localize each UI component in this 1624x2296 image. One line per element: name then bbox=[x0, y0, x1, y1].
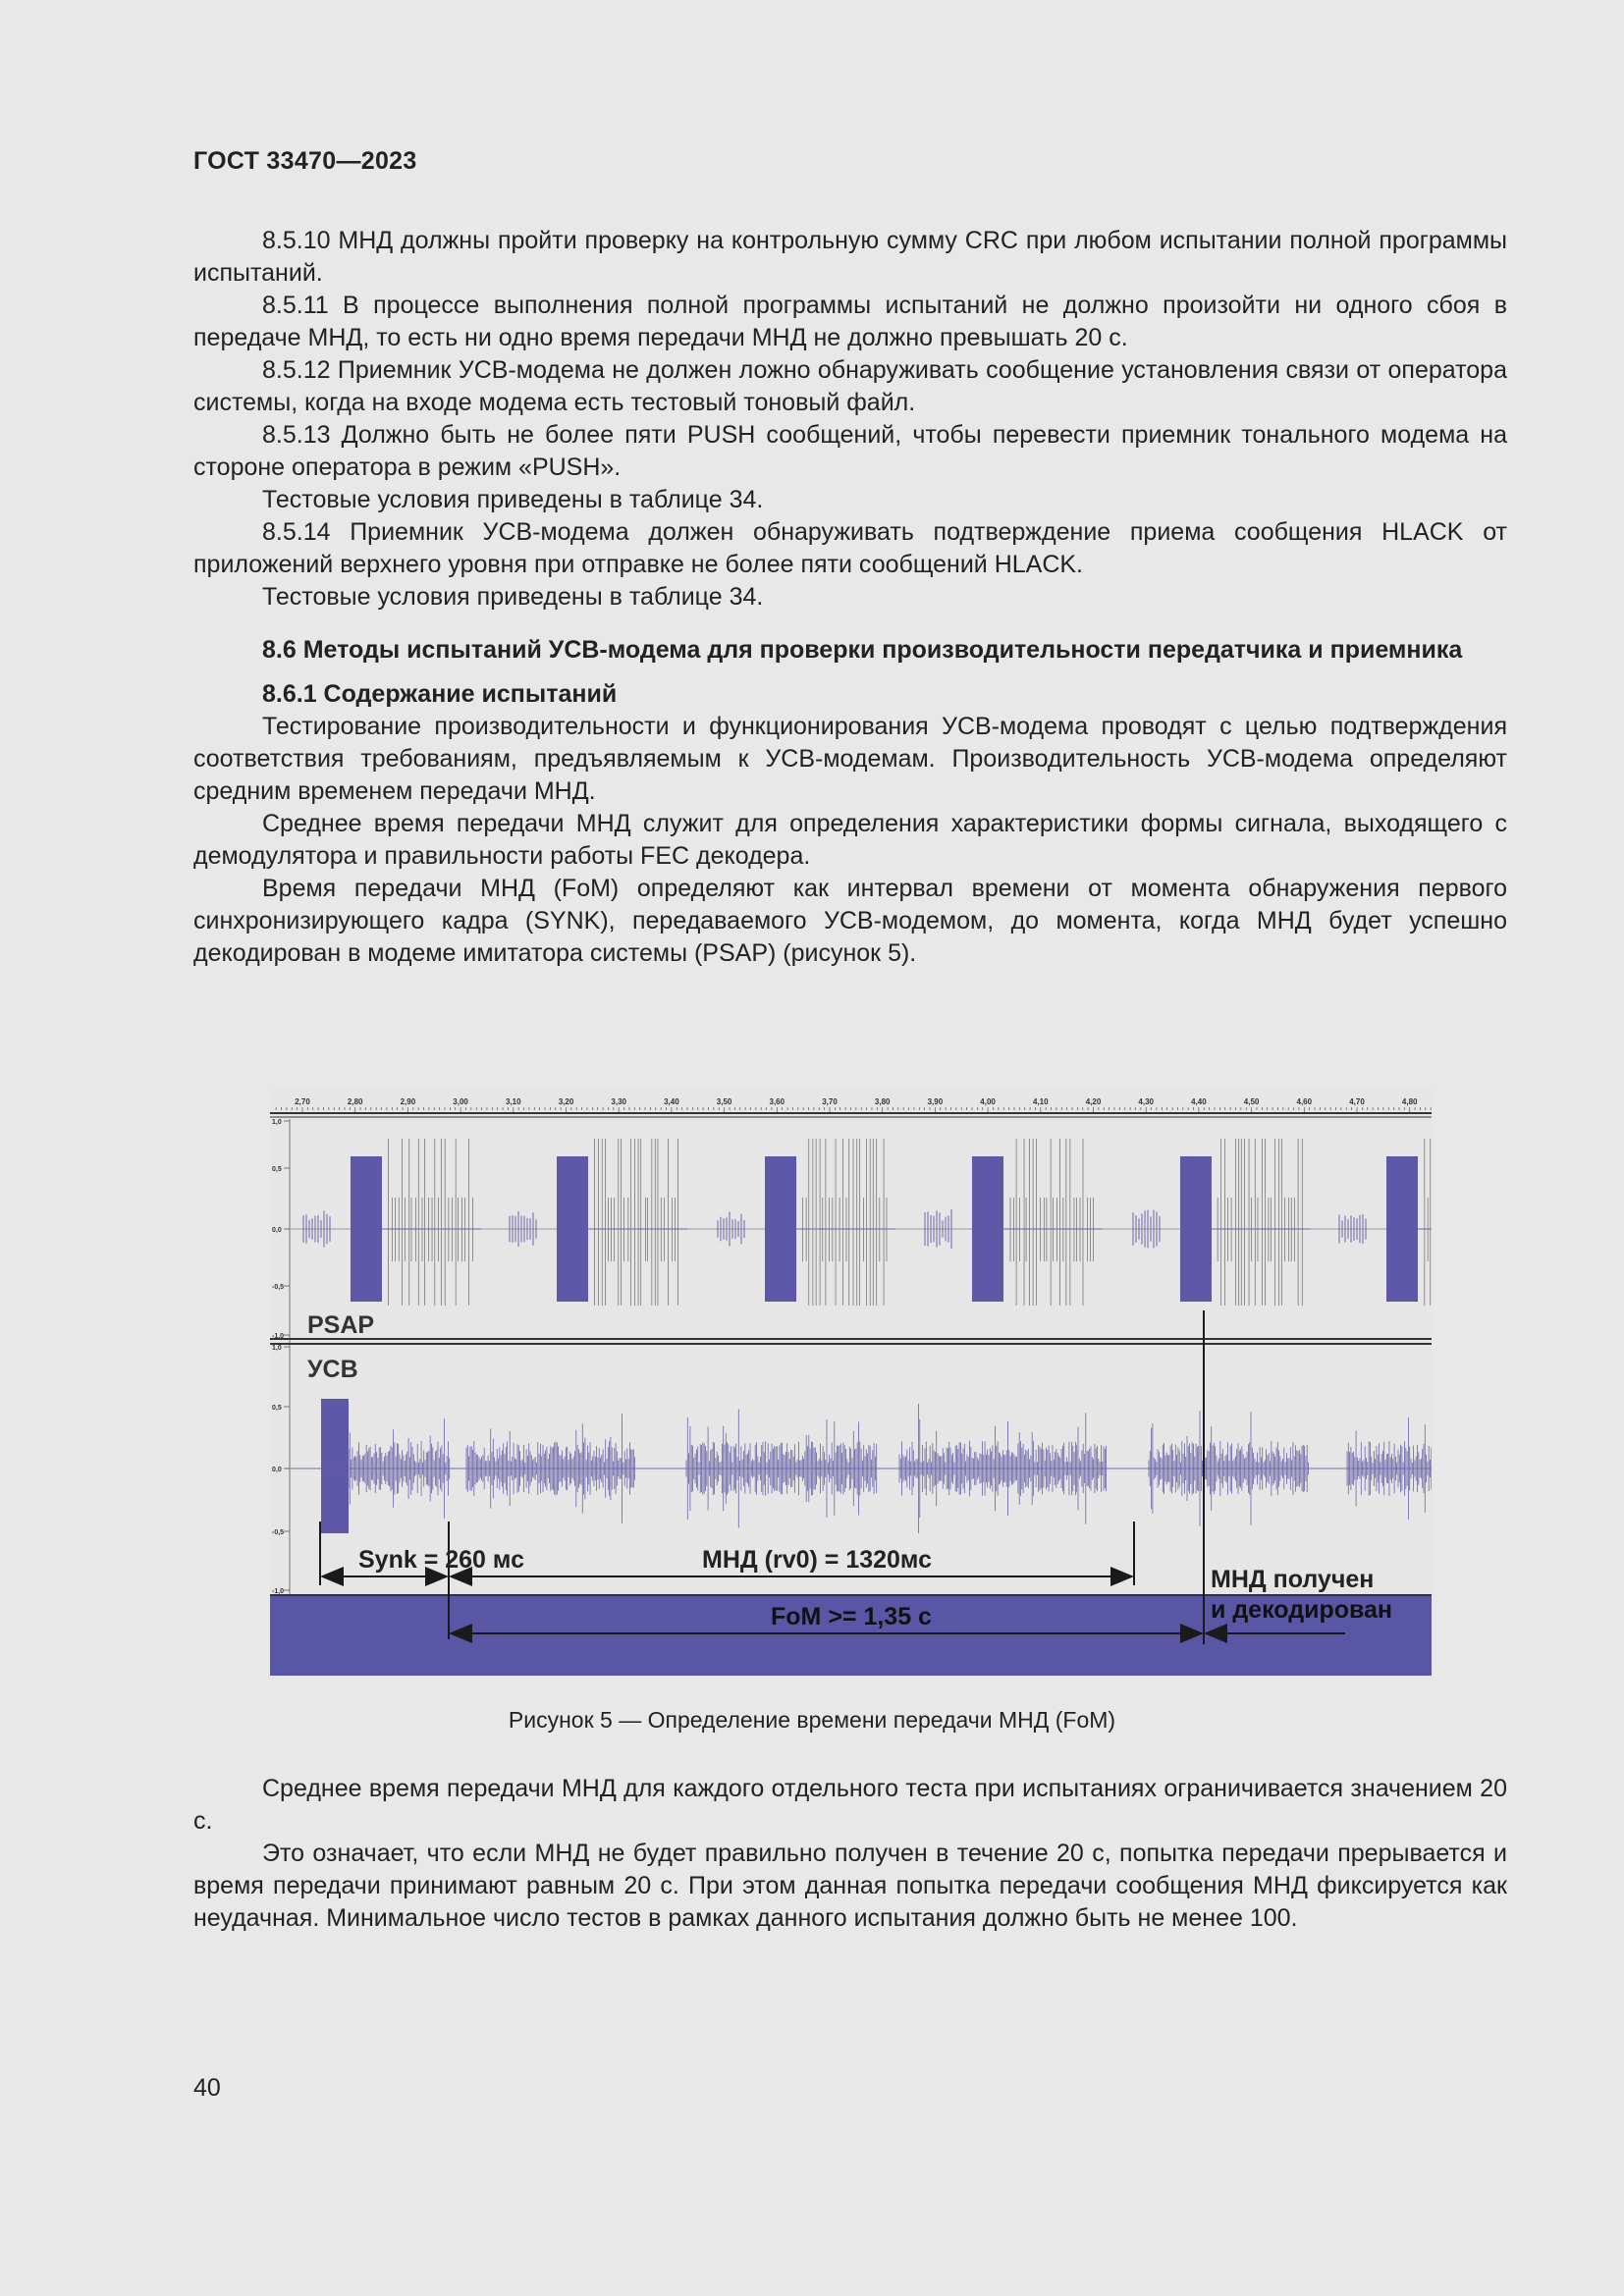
paragraph-8-5-11: 8.5.11 В процессе выполнения полной программы испытаний не должно произойти ни одного сбоя в передаче МНД, то есть ни одно время передачи МНД не должно превышать 20 с. bbox=[193, 292, 1507, 351]
received-label-line2: и декодирован bbox=[1211, 1596, 1393, 1624]
received-label-line1: МНД получен bbox=[1211, 1566, 1375, 1593]
time-tick-label: 3,10 bbox=[506, 1097, 521, 1106]
paragraph-test-conditions-1: Тестовые условия приведены в таблице 34. bbox=[262, 486, 764, 513]
time-tick-label: 4,30 bbox=[1138, 1097, 1154, 1106]
psap-burst-block bbox=[765, 1156, 796, 1302]
time-tick-label: 4,10 bbox=[1033, 1097, 1049, 1106]
amplitude-tick-label: -0,5 bbox=[272, 1284, 285, 1291]
paragraph-8-5-14: 8.5.14 Приемник УСВ-модема должен обнаруживать подтверждение приема сообщения HLACK от приложений верхнего уровня при отправке не более пяти сообщений HLACK. bbox=[193, 518, 1507, 578]
usv-sync-block bbox=[321, 1399, 349, 1533]
body-text-top bbox=[193, 225, 1507, 970]
figure-caption: Рисунок 5 — Определение времени передачи МНД (FoM) bbox=[508, 1707, 1116, 1733]
psap-burst-block bbox=[557, 1156, 588, 1302]
time-tick-label: 2,70 bbox=[295, 1097, 310, 1106]
paragraph-8-5-12: 8.5.12 Приемник УСВ-модема не должен ложно обнаруживать сообщение установления связи от оператора системы, когда на входе модема есть тестовый тоновый файл. bbox=[193, 356, 1507, 416]
amplitude-tick-label: -1,0 bbox=[272, 1333, 285, 1340]
psap-burst-block bbox=[972, 1156, 1003, 1302]
time-tick-label: 3,20 bbox=[558, 1097, 574, 1106]
time-tick-label: 4,40 bbox=[1191, 1097, 1207, 1106]
amplitude-tick-label: 0,5 bbox=[272, 1405, 282, 1412]
paragraph-8-5-13: 8.5.13 Должно быть не более пяти PUSH сообщений, чтобы перевести приемник тонального модема на стороне оператора в режим «PUSH». bbox=[193, 421, 1507, 481]
amplitude-tick-label: 0,0 bbox=[272, 1227, 282, 1234]
time-tick-label: 4,70 bbox=[1349, 1097, 1365, 1106]
time-tick-label: 2,80 bbox=[347, 1097, 363, 1106]
psap-burst-block bbox=[1180, 1156, 1212, 1302]
amplitude-tick-label: 1,0 bbox=[272, 1119, 282, 1126]
amplitude-tick-label: -1,0 bbox=[272, 1588, 285, 1595]
synk-label: Synk = 260 мс bbox=[358, 1546, 524, 1574]
usv-label: УСВ bbox=[307, 1356, 358, 1383]
time-tick-label: 4,60 bbox=[1296, 1097, 1313, 1106]
time-tick-label: 4,00 bbox=[980, 1097, 996, 1106]
time-tick-label: 2,90 bbox=[400, 1097, 416, 1106]
amplitude-tick-label: -0,5 bbox=[272, 1529, 285, 1536]
paragraph-test-conditions-2: Тестовые условия приведены в таблице 34. bbox=[262, 583, 764, 611]
document-header: ГОСТ 33470—2023 bbox=[193, 147, 417, 175]
section-heading-8-6-1: 8.6.1 Содержание испытаний bbox=[262, 680, 618, 708]
time-tick-label: 3,00 bbox=[453, 1097, 468, 1106]
paragraph-8-5-10: 8.5.10 МНД должны пройти проверку на контрольную сумму CRC при любом испытании полной программы испытаний. bbox=[193, 227, 1507, 287]
time-tick-label: 4,50 bbox=[1243, 1097, 1260, 1106]
paragraph-limit-20s: Среднее время передачи МНД для каждого отдельного теста при испытаниях ограничивается значением 20 с. bbox=[193, 1775, 1507, 1835]
paragraph-failure-rule: Это означает, что если МНД не будет правильно получен в течение 20 с, попытка передачи прерывается и время передачи принимают равным 20 с. При этом данная попытка передачи сообщения МНД фиксируется как неудачная. Минимальное число тестов в рамках данного испытания должно быть не менее 100. bbox=[193, 1840, 1507, 1932]
amplitude-tick-label: 1,0 bbox=[272, 1345, 282, 1352]
psap-burst-block bbox=[351, 1156, 382, 1302]
section-heading-8-6: 8.6 Методы испытаний УСВ-модема для проверки производительности передатчика и приемника bbox=[262, 636, 1463, 664]
psap-burst-block bbox=[1386, 1156, 1418, 1302]
mnd-duration-label: МНД (rv0) = 1320мс bbox=[702, 1546, 932, 1574]
time-tick-label: 4,20 bbox=[1085, 1097, 1102, 1106]
time-tick-label: 3,90 bbox=[927, 1097, 944, 1106]
time-tick-label: 4,80 bbox=[1401, 1097, 1418, 1106]
amplitude-tick-label: 0,0 bbox=[272, 1467, 282, 1473]
paragraph-861-a: Тестирование производительности и функционирования УСВ-модема проводят с целью подтверждения соответствия требованиям, предъявляемым к УСВ-модемам. Производительность УСВ-модема определяют средним временем передачи МНД. bbox=[193, 713, 1507, 805]
fom-label: FoM >= 1,35 с bbox=[771, 1603, 932, 1630]
paragraph-861-c: Время передачи МНД (FoM) определяют как интервал времени от момента обнаружения первого синхронизирующего кадра (SYNK), передаваемого УСВ-модемом, до момента, когда МНД будет успешно декодирован в модеме имитатора системы (PSAP) (рисунок 5). bbox=[193, 875, 1507, 967]
amplitude-tick-label: 0,5 bbox=[272, 1166, 282, 1173]
paragraph-861-b: Среднее время передачи МНД служит для определения характеристики формы сигнала, выходящего с демодулятора и правильности работы FEC декодера. bbox=[193, 810, 1507, 870]
figure-5-waveform bbox=[270, 1090, 1432, 1676]
time-tick-label: 3,40 bbox=[664, 1097, 679, 1106]
psap-label: PSAP bbox=[307, 1311, 375, 1339]
time-tick-label: 3,50 bbox=[716, 1097, 732, 1106]
time-tick-label: 3,60 bbox=[769, 1097, 785, 1106]
time-tick-label: 3,80 bbox=[874, 1097, 891, 1106]
page-number: 40 bbox=[193, 2074, 221, 2102]
body-text-bottom bbox=[193, 1773, 1507, 1935]
time-tick-label: 3,70 bbox=[822, 1097, 838, 1106]
time-tick-label: 3,30 bbox=[611, 1097, 626, 1106]
